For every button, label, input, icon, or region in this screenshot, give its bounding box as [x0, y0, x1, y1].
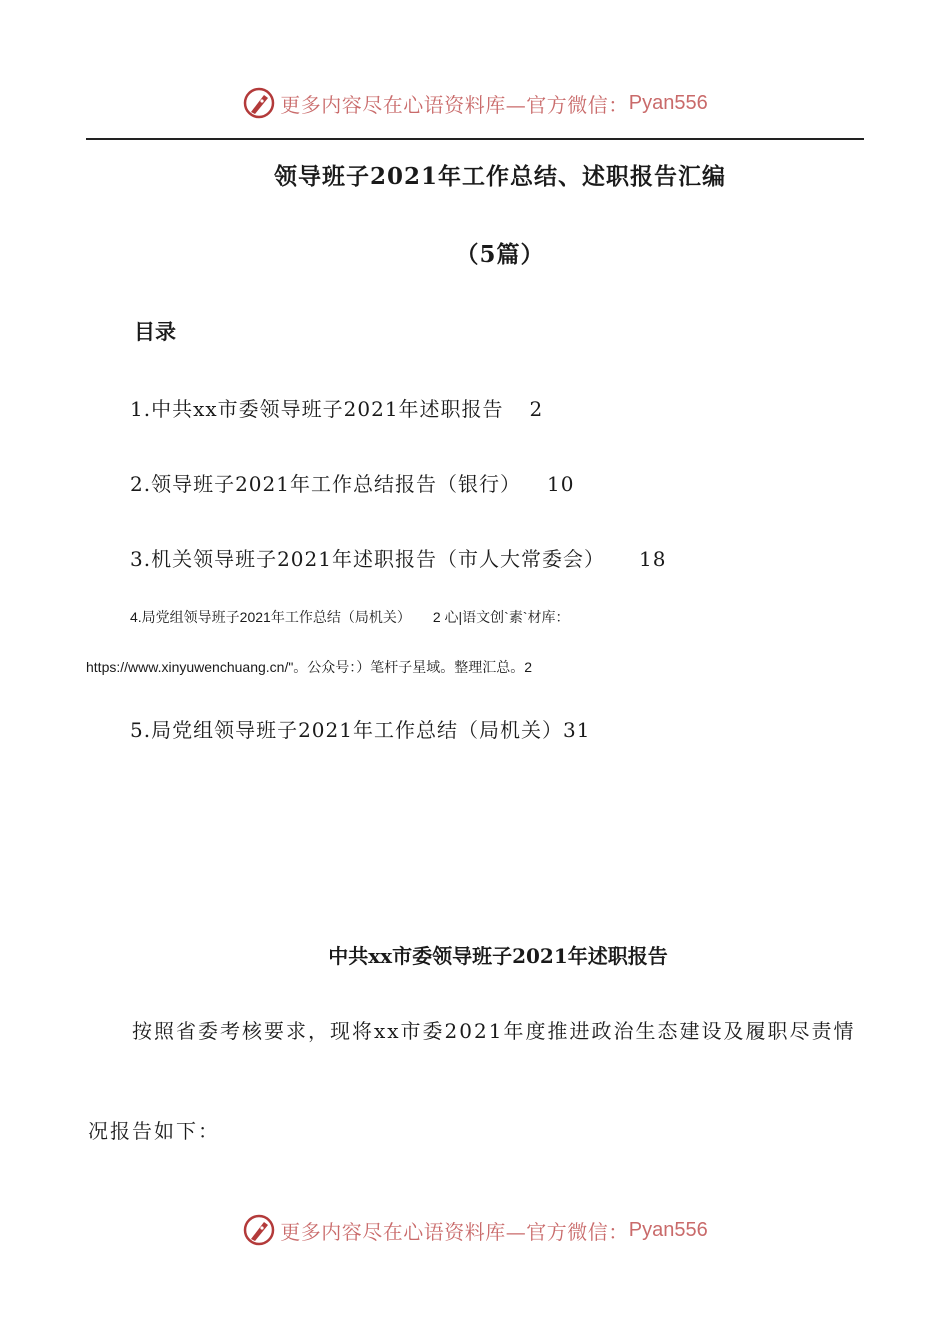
toc-item-page: 18	[638, 547, 667, 571]
toc-item-4[interactable]	[130, 607, 569, 627]
toc-item-label: 3.机关领导班子2021年述职报告（市人大常委会）	[130, 547, 605, 571]
toc-item-4-note-line: https://www.xinyuwenchuang.cn/"。公众号：）笔杆子星域。整理汇总。2	[86, 659, 533, 675]
toc-item-label: 1.中共xx市委领导班子2021年述职报告	[130, 397, 504, 421]
toc-item-page: 2	[529, 397, 544, 421]
section-title: 中共xx市委领导班子2021年述职报告	[328, 944, 668, 968]
toc-item-3[interactable]	[130, 543, 666, 572]
body-paragraph-line-1: 按照省委考核要求，现将xx市委2021年度推进政治生态建设及履职尽责情	[132, 1019, 856, 1043]
toc-item-page: 10	[546, 472, 575, 496]
toc-item-label: 4.局党组领导班子2021年工作总结（局机关）	[130, 609, 411, 625]
document-subtitle: （5篇）	[455, 241, 545, 268]
toc-heading: 目录	[134, 319, 176, 344]
header-divider	[86, 138, 864, 140]
banner-wechat-id: Pyan556	[628, 1218, 708, 1241]
document-title: 领导班子2021年工作总结、述职报告汇编	[273, 163, 726, 190]
toc-item-label: 5.局党组领导班子2021年工作总结（局机关）31	[130, 718, 591, 742]
pen-nib-circle-icon	[242, 1213, 276, 1247]
toc-item-1[interactable]	[130, 393, 543, 422]
toc-item-5[interactable]	[130, 714, 590, 743]
header-banner	[0, 83, 950, 123]
pen-nib-circle-icon	[242, 86, 276, 120]
toc-item-note: 心|语文创`素`材库：	[444, 609, 570, 625]
banner-wechat-id: Pyan556	[628, 91, 708, 114]
toc-item-page: 2	[432, 609, 441, 625]
banner-slogan: 更多内容尽在心语资料库—官方微信：	[280, 1219, 629, 1244]
footer-banner	[0, 1210, 950, 1250]
toc-item-2[interactable]	[130, 468, 574, 497]
banner-slogan: 更多内容尽在心语资料库—官方微信：	[280, 92, 629, 117]
body-paragraph-line-2: 况报告如下：	[88, 1119, 220, 1143]
toc-item-label: 2.领导班子2021年工作总结报告（银行）	[130, 472, 521, 496]
